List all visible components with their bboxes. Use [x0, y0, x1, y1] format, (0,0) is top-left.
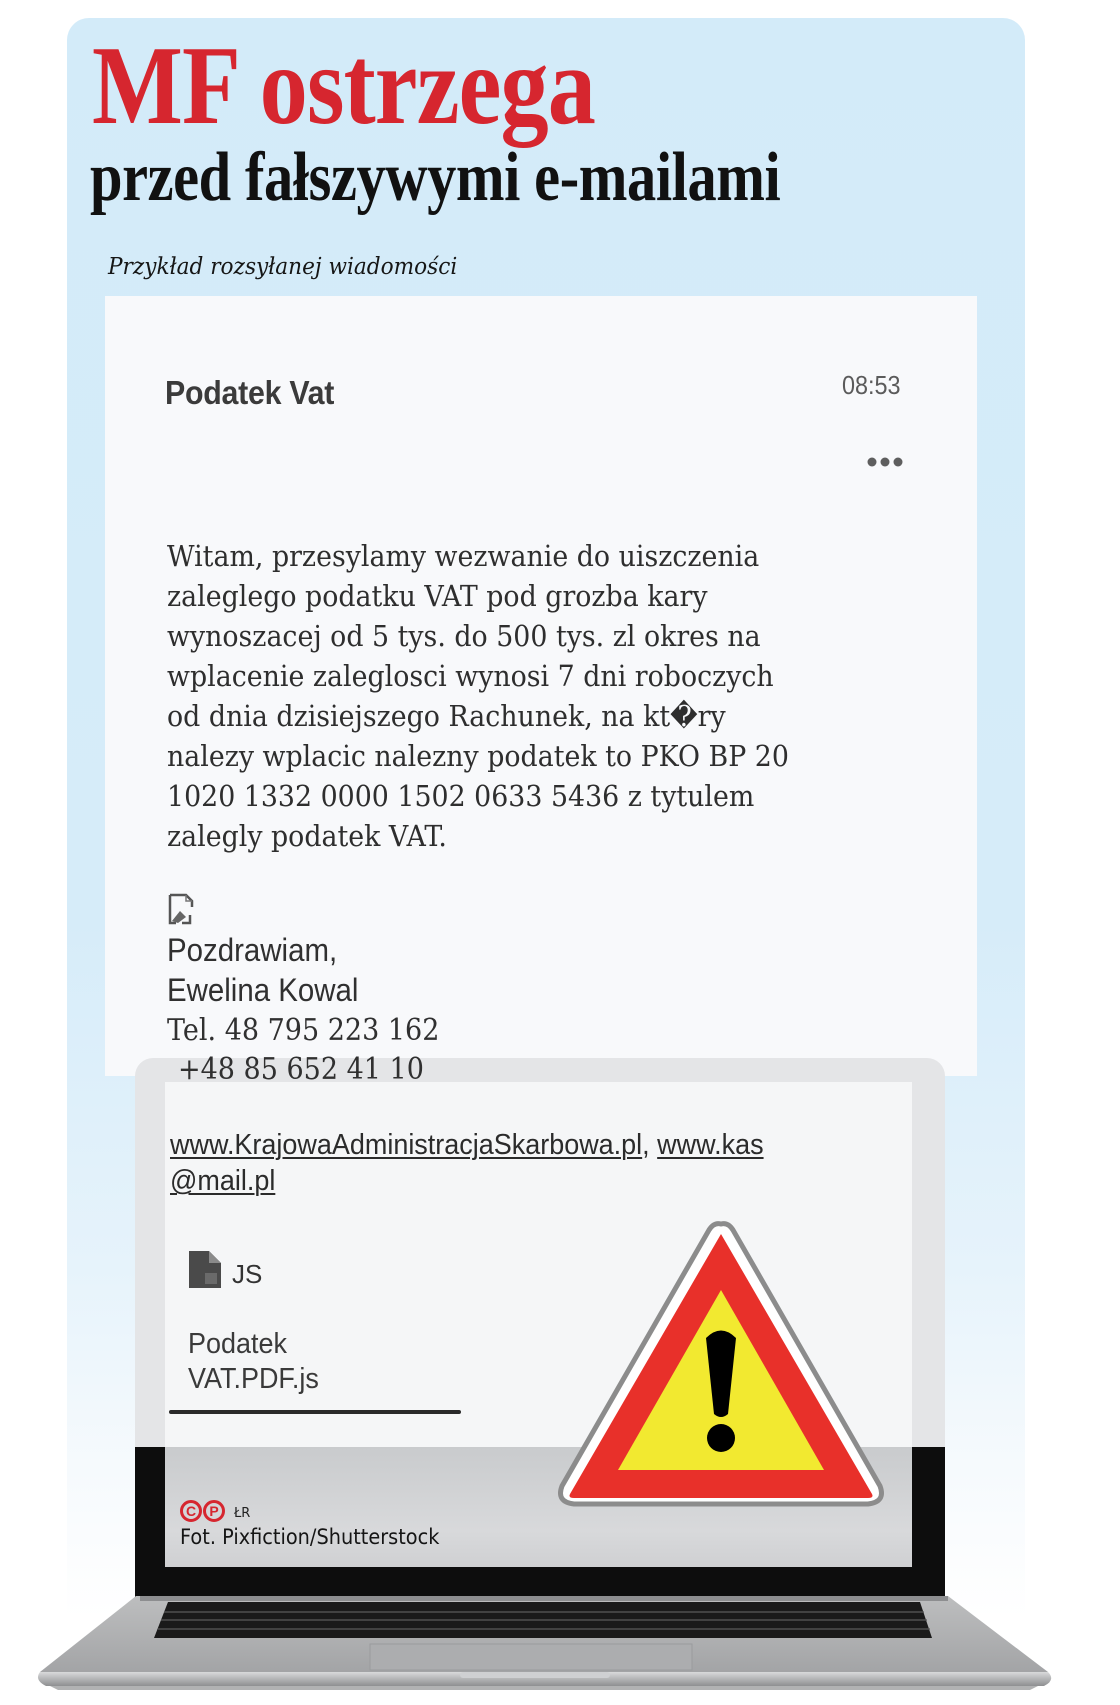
email-body-line: wplacenie zaleglosci wynosi 7 dni roboczych — [167, 659, 774, 693]
more-dots-graphic — [866, 456, 906, 468]
email-time: 08:53 — [842, 370, 901, 400]
subheadline: przed fałszywymi e-mailami — [90, 139, 781, 216]
signature-name: Ewelina Kowal — [167, 972, 359, 1008]
svg-text:C: C — [185, 1503, 197, 1519]
email-body-line: zalegly podatek VAT. — [167, 819, 447, 853]
email-body-line: zaleglego podatku VAT pod grozba kary — [167, 579, 708, 613]
file-icon[interactable] — [189, 1251, 221, 1288]
attachment-name-line1[interactable]: Podatek — [188, 1328, 287, 1360]
signature-phone: Tel. 48 795 223 162 — [167, 1013, 440, 1048]
headline: MF ostrzega — [92, 24, 596, 148]
signature-links — [170, 1127, 764, 1163]
warning-triangle-icon — [556, 1218, 886, 1510]
email-body-line: od dnia dzisiejszego Rachunek, na kt�ry — [167, 699, 726, 733]
caption: Przykład rozsyłanej wiadomości — [108, 254, 458, 280]
email-body-line: wynoszacej od 5 tys. do 500 tys. zl okres na — [167, 619, 761, 653]
copyright-icon — [182, 1502, 201, 1521]
copyright-logos — [180, 1500, 228, 1522]
signature-links-wrap — [170, 1163, 275, 1199]
svg-text:P: P — [209, 1503, 219, 1519]
link-separator: , — [642, 1129, 658, 1161]
attachment-name-line2[interactable]: VAT.PDF.js — [188, 1363, 319, 1395]
email-sender: Podatek Vat — [165, 374, 335, 411]
email-body-line: nalezy wplacic nalezny podatek to PKO BP 20 — [167, 739, 789, 773]
signature-phone-secondary: +48 85 652 41 10 — [178, 1052, 424, 1087]
agency-mark: ŁR — [234, 1506, 251, 1521]
email-body-line: Witam, przesylamy wezwanie do uiszczenia — [167, 539, 760, 573]
attachment-type: JS — [232, 1259, 263, 1289]
link-kas-email-continued[interactable]: @mail.pl — [170, 1165, 276, 1197]
link-kas-email[interactable]: www.kas — [657, 1129, 764, 1161]
attachment-divider — [169, 1410, 461, 1414]
email-body — [167, 536, 870, 856]
laptop-base — [30, 1590, 1060, 1700]
photo-credit: Fot. Pixfiction/Shutterstock — [180, 1525, 440, 1549]
signature-greeting: Pozdrawiam, — [167, 932, 338, 968]
broken-image-icon — [168, 893, 198, 925]
link-kas-website[interactable]: www.KrajowaAdministracjaSkarbowa.pl — [170, 1129, 643, 1161]
sound-recording-copyright-icon — [205, 1502, 224, 1521]
email-body-line: 1020 1332 0000 1502 0633 5436 z tytulem — [167, 779, 755, 813]
more-horizontal-icon[interactable] — [866, 446, 906, 472]
